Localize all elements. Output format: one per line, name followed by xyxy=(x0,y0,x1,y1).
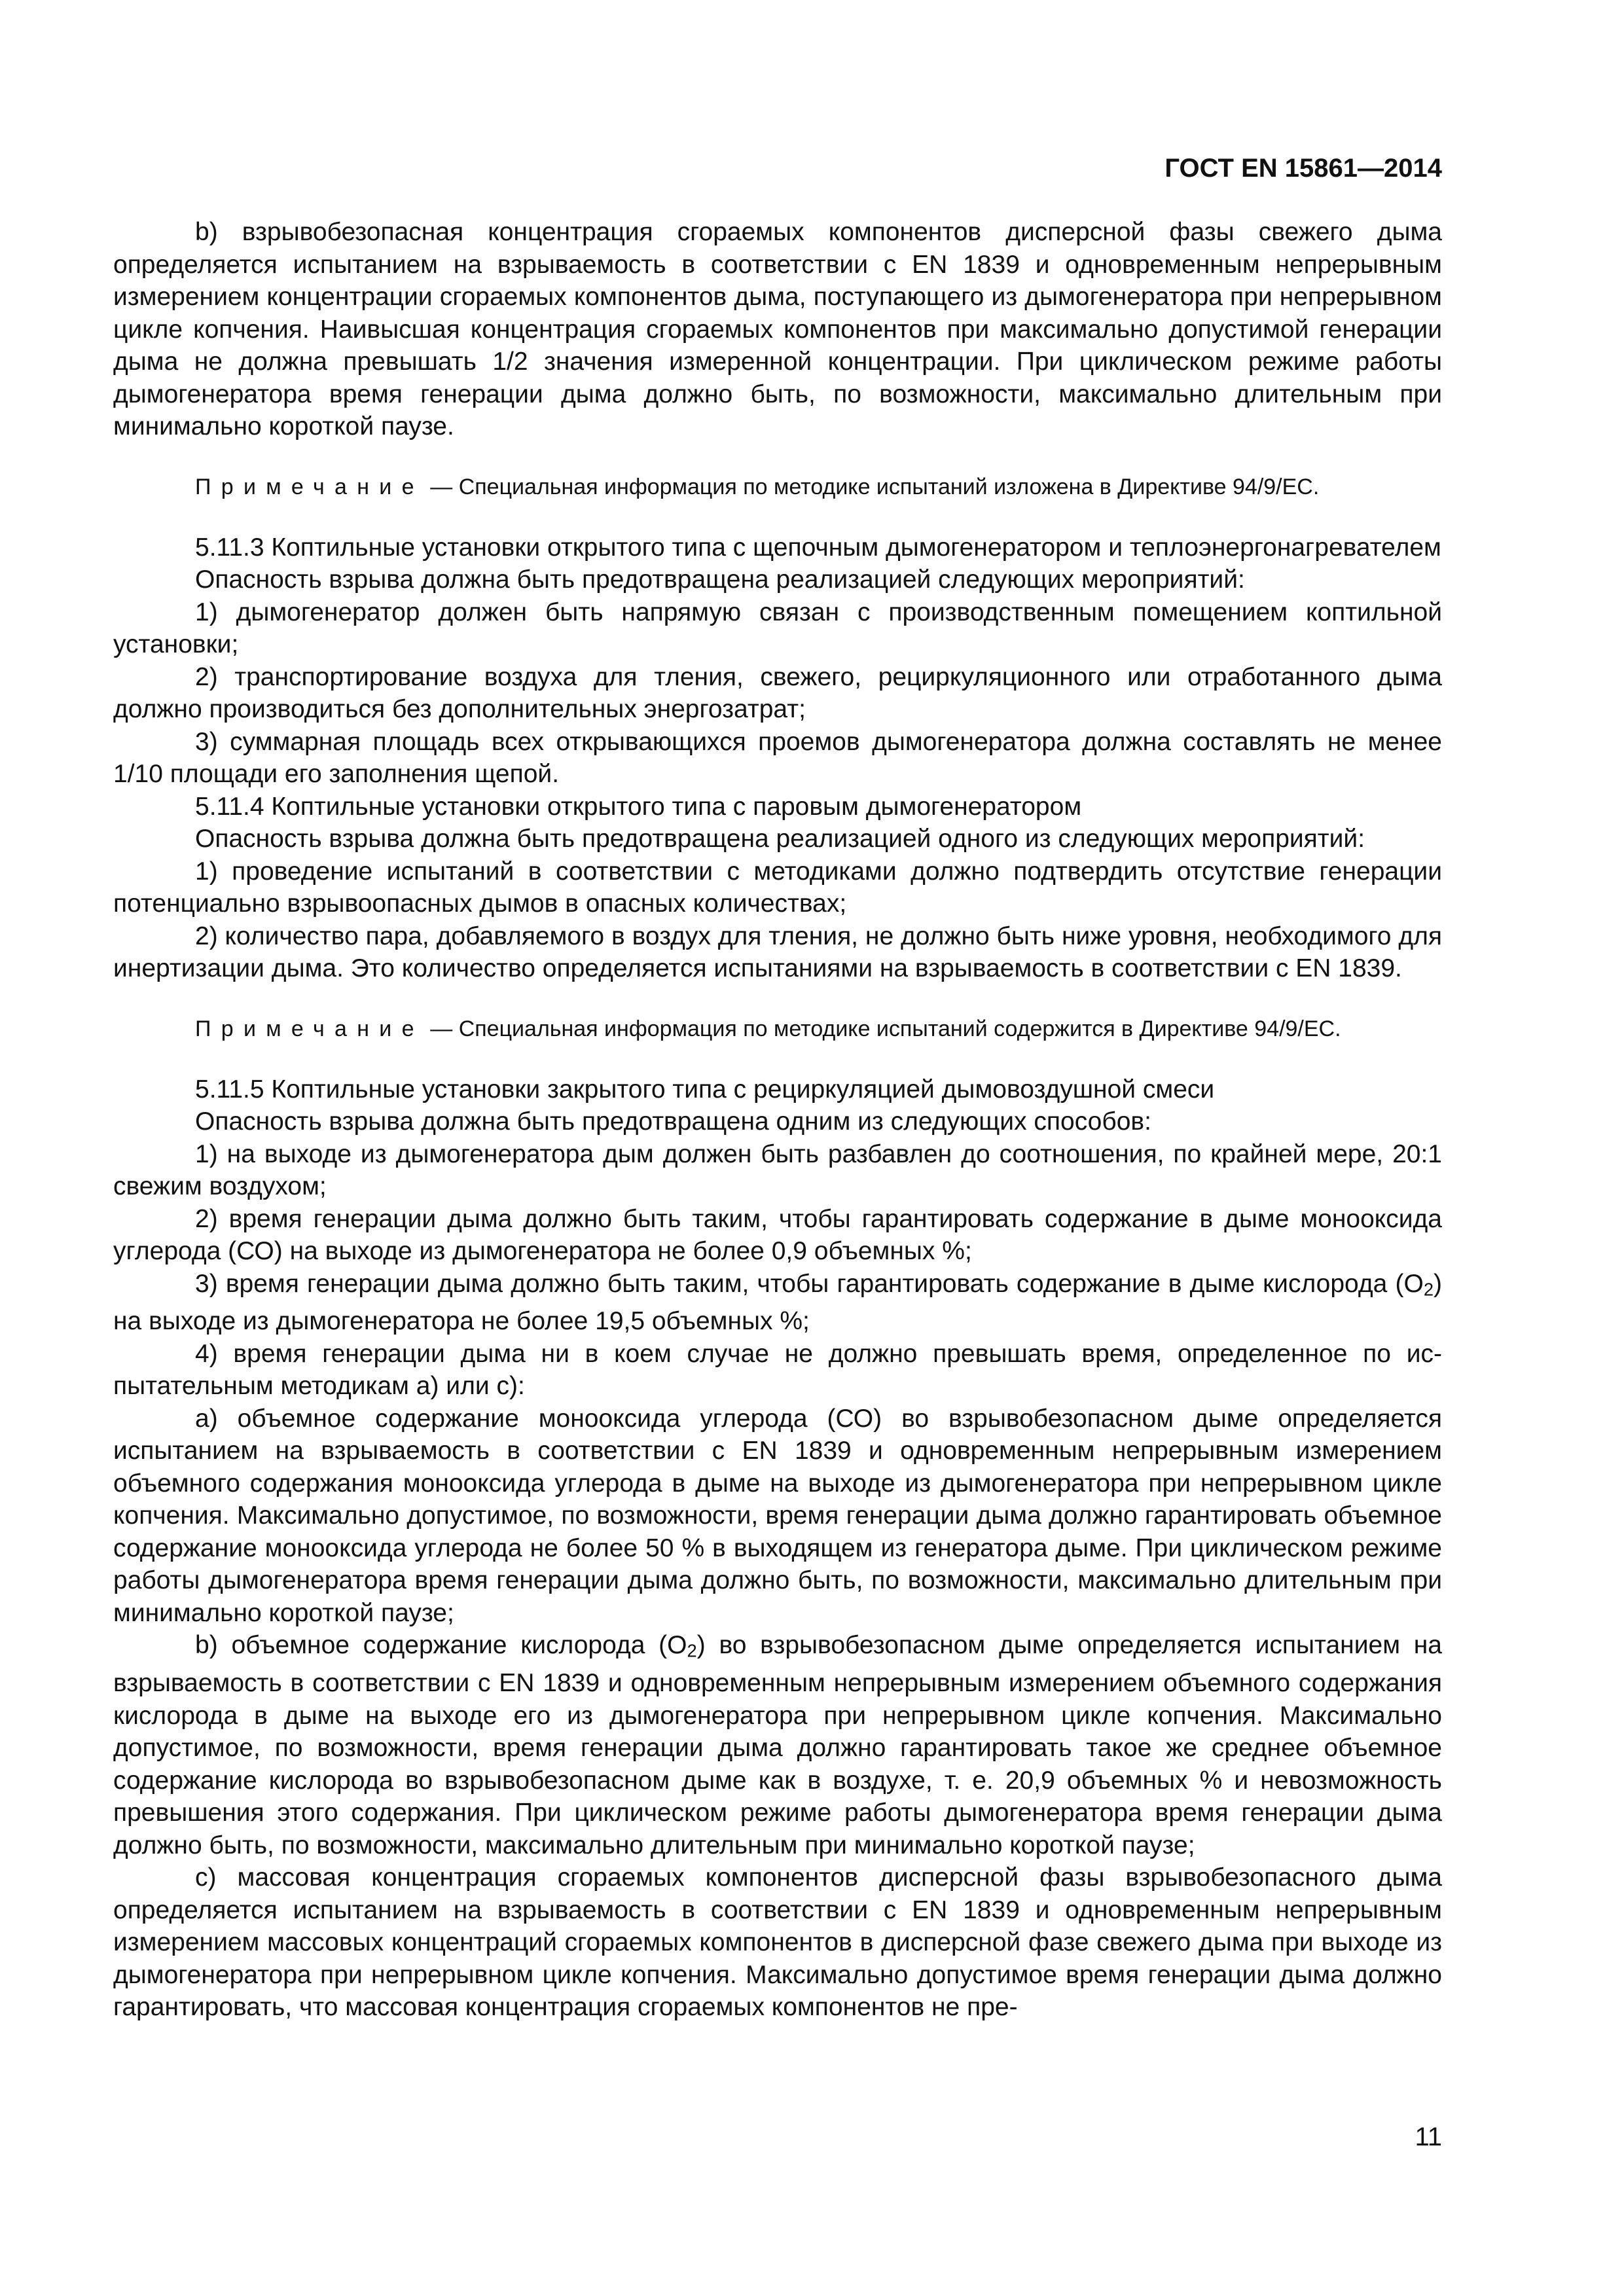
section-5-11-5-item-2: 2) время генерации дыма должно быть таким, чтобы гарантировать содержание в дыме монооксида углерода (СО) на выходе из дымогенератора не более 0,9 объемных %; xyxy=(113,1204,1442,1265)
section-5-11-3-item-2: 2) транспортирование воздуха для тления, свежего, рециркуляционного или отработанного дыма должно производиться без дополнительных энергозатрат; xyxy=(113,662,1442,723)
section-5-11-5-item-4: 4) время генерации дыма ни в коем случае не должно превышать время, определенное по испытательным методикам а) или с): xyxy=(113,1339,1442,1401)
oxygen-subscript: 2 xyxy=(1423,1278,1434,1299)
section-5-11-3-title: 5.11.3 Коптильные установки открытого типа с щепочным дымогенератором и теплоэнергонагревателем xyxy=(195,533,1441,562)
section-5-11-5-item-3 xyxy=(113,1268,1442,1338)
page-body xyxy=(113,216,1442,2024)
paragraph-b-dispersed-phase: b) взрывобезопасная концентрация сгораемых компонентов дисперсной фазы свежего дыма определяется испытанием на взрываемость в соответствии с EN 1839 и одновременным непрерывным измерением концентрации сгораемых компонентов дыма, поступающего из дымогенератора при непрерывном цикле копчения. Наивысшая концентрация сгораемых компонентов при максимально допустимой генерации дыма не должна превышать 1/2 значения измеренной концентрации. При циклическом режиме работы дымогенератора время генерации дыма должно быть, по возможности, максимально длительным при минимально короткой паузе. xyxy=(113,218,1442,440)
section-5-11-4-title: 5.11.4 Коптильные установки открытого типа с паровым дымогенератором xyxy=(195,792,1082,821)
page-number: 11 xyxy=(1415,2123,1442,2151)
note-2 xyxy=(113,1014,1442,1044)
section-5-11-5-item-1: 1) на выходе из дымогенератора дым должен быть разбавлен до соотношения, по крайней мере, 20:1 свежим воздухом; xyxy=(113,1139,1442,1200)
method-b-text-end: ) во взрывобезопасном дыме определяется испытанием на взрываемость в соответствии с EN 1839 и одновременным непрерывным измерением объемного содержания кислорода в дыме на выходе его из дымогенератора при непрерывном цикле копчения. Максимально допустимое, по возможности, время генерации дыма должно гарантировать такое же среднее объемное содержание кислорода во взрывобезопасном дыме как в воздухе, т. е. 20,9 объемных % и невозможность превышения этого содержания. При циклическом режиме работы дымогенератора время генерации дыма должно быть, по возможности, максимально длительным при минимально короткой паузе; xyxy=(113,1631,1442,1859)
section-5-11-4-intro: Опасность взрыва должна быть предотвращена реализацией одного из следующих мероприятий: xyxy=(195,825,1365,853)
method-b-text-start: b) объемное содержание кислорода (O xyxy=(195,1631,687,1660)
section-5-11-4-item-1: 1) проведение испытаний в соответствии с методиками должно подтвердить отсутствие генерации потенциально взрывоопасных дымов в опасных количествах; xyxy=(113,857,1442,918)
standard-header: ГОСТ EN 15861—2014 xyxy=(1164,154,1442,183)
section-5-11-3-item-3: 3) суммарная площадь всех открывающихся проемов дымогенератора должна составлять не менее 1/10 площади его заполнения щепой. xyxy=(113,727,1442,788)
note-label: Примечание xyxy=(195,474,424,499)
section-5-11-3-intro: Опасность взрыва должна быть предотвращена реализацией следующих мероприятий: xyxy=(195,565,1245,594)
method-b-paragraph xyxy=(113,1629,1442,1861)
item-3-text-start: 3) время генерации дыма должно быть таким, чтобы гарантировать содержание в дыме кислорода (O xyxy=(195,1269,1424,1298)
section-5-11-4-item-2: 2) количество пара, добавляемого в воздух для тления, не должно быть ниже уровня, необходимого для инертизации дыма. Это количество определяется испытаниями на взрываемость в соответствии с EN 1839. xyxy=(113,922,1442,982)
note-text: — Специальная информация по методике испытаний изложена в Директиве 94/9/ЕС. xyxy=(424,474,1320,499)
item-3-text-end: ) на выходе из дымогенератора не более 19,5 объемных %; xyxy=(113,1269,1442,1336)
note-1 xyxy=(113,473,1442,502)
method-a-paragraph: а) объемное содержание монооксида углерода (СО) во взрывобезопасном дыме определяется испытанием на взрываемость в соответствии с EN 1839 и одновременным непрерывным измерением объемного содержания монооксида углерода в дыме на выходе из дымогенератора при непрерывном цикле копчения. Максимально допустимое, по возможности, время генерации дыма должно гарантировать объемное содержание монооксида углерода не более 50 % в выходящем из генератора дыме. При циклическом режиме работы дымогенератора время генерации дыма должно быть, по возможности, максимально длительным при минимально короткой паузе; xyxy=(113,1404,1442,1627)
section-5-11-5-title: 5.11.5 Коптильные установки закрытого типа с рециркуляцией дымовоздушной смеси xyxy=(195,1075,1215,1103)
section-5-11-5-intro: Опасность взрыва должна быть предотвращена одним из следующих способов: xyxy=(195,1107,1151,1136)
note-label: Примечание xyxy=(195,1016,424,1041)
method-c-paragraph: с) массовая концентрация сгораемых компонентов дисперсной фазы взрывобезопасного дыма определяется испытанием на взрываемость в соответствии с EN 1839 и одновременным непрерывным измерением массовых концентраций сгораемых компонентов в дисперсной фазе свежего дыма при выходе из дымогенератора при непрерывном цикле копчения. Максимально допустимое время генерации дыма должно гарантировать, что массовая концентрация сгораемых компонентов не пре- xyxy=(113,1863,1442,2022)
note-text: — Специальная информация по методике испытаний содержится в Директиве 94/9/ЕС. xyxy=(424,1016,1341,1041)
oxygen-subscript: 2 xyxy=(687,1640,697,1661)
section-5-11-3-item-1: 1) дымогенератор должен быть напрямую связан с производственным помещением коптильной установки; xyxy=(113,598,1442,658)
